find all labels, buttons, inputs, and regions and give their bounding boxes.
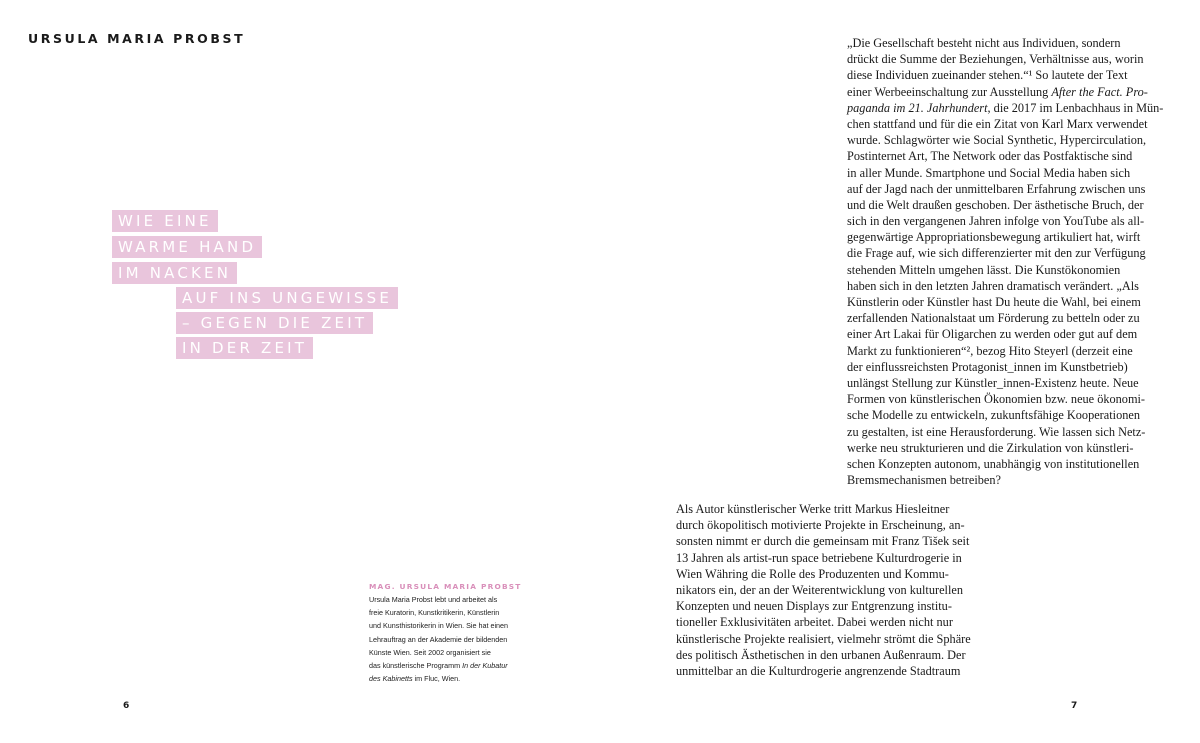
text-line: tioneller Exklusivitäten arbeitet. Dabei werden nicht nur bbox=[676, 615, 953, 630]
text-line: schen Konzepten autonom, unabhängig von institutionellen bbox=[847, 456, 1140, 471]
text-line: haben sich in den letzten Jahren dramatisch verändert. „Als bbox=[847, 278, 1139, 293]
text-line bbox=[847, 84, 1177, 100]
bio-program-title: des Kabinetts bbox=[369, 674, 413, 684]
bio-line: und Kunsthistorikerin in Wien. Sie hat einen bbox=[369, 621, 509, 631]
text-line: zu gestalten, ist eine Herausforderung. Wie lassen sich Netz- bbox=[847, 424, 1146, 439]
pull-quote-line: IM NACKEN bbox=[112, 262, 237, 284]
text-line: werke neu strukturieren und die Zirkulation von künstleri- bbox=[847, 440, 1134, 455]
text-line: unmittelbar an die Kulturdrogerie angrenzende Stadtraum bbox=[676, 663, 961, 678]
text-line: nikators ein, der an der Weiterentwicklung von kulturellen bbox=[676, 582, 963, 597]
text-line: diese Individuen zueinander stehen.“¹ So lautete der Text bbox=[847, 68, 1128, 83]
pull-quote-line: AUF INS UNGEWISSE bbox=[176, 287, 398, 309]
text-run: , die 2017 im Lenbachhaus in Mün- bbox=[987, 100, 1164, 115]
body-text-column-left bbox=[676, 501, 1006, 679]
bio-line: freie Kuratorin, Kunstkritikerin, Künstlerin bbox=[369, 608, 500, 618]
bio-title: MAG. URSULA MARIA PROBST bbox=[369, 582, 522, 591]
text-line: sche Modelle zu entwickeln, zukunftsfähige Kooperationen bbox=[847, 408, 1140, 423]
text-line: 13 Jahren als artist-run space betriebene Kulturdrogerie in bbox=[676, 550, 962, 565]
text-line: Wien Währing die Rolle des Produzenten und Kommu- bbox=[676, 566, 949, 581]
pull-quote-line: WARME HAND bbox=[112, 236, 262, 258]
text-line: chen stattfand und für die ein Zitat von Karl Marx verwendet bbox=[847, 116, 1148, 131]
text-run: einer Werbeeinschaltung zur Ausstellung bbox=[847, 84, 1052, 99]
text-line: Formen von künstlerischen Ökonomien bzw. neue ökonomi- bbox=[847, 392, 1146, 407]
text-line: sonsten nimmt er durch die gemeinsam mit Franz Tišek seit bbox=[676, 534, 970, 549]
text-line: „Die Gesellschaft besteht nicht aus Individuen, sondern bbox=[847, 36, 1121, 50]
bio-text: das künstlerische Programm bbox=[369, 660, 463, 670]
bio-line: Künste Wien. Seit 2002 organisiert sie bbox=[369, 647, 491, 657]
text-line: unlängst Stellung zur Künstler_innen-Existenz heute. Neue bbox=[847, 375, 1139, 390]
page-number-right: 7 bbox=[1071, 701, 1078, 711]
text-line: in aller Munde. Smartphone und Social Media haben sich bbox=[847, 165, 1131, 180]
bio-line bbox=[369, 659, 539, 672]
body-text-column-right bbox=[847, 35, 1177, 488]
text-line: stehenden Mitteln umgehen lässt. Die Kunstökonomien bbox=[847, 262, 1121, 277]
text-line: sich in den vergangenen Jahren infolge von YouTube als all- bbox=[847, 214, 1145, 229]
pull-quote-line: WIE EINE bbox=[112, 210, 218, 232]
bio-program-title: In der Kubatur bbox=[462, 660, 508, 670]
text-line: durch ökopolitisch motivierte Projekte in Erscheinung, an- bbox=[676, 518, 965, 533]
bio-line: Lehrauftrag an der Akademie der bildenden bbox=[369, 634, 508, 644]
text-line bbox=[847, 100, 1177, 116]
text-line: der einflussreichsten Protagonist_innen im Kunstbetrieb) bbox=[847, 359, 1128, 374]
text-line: Konzepten und neuen Displays zur Entgrenzung institu- bbox=[676, 599, 952, 614]
text-line: die Frage auf, wie sich differenzierter mit den zur Verfügung bbox=[847, 246, 1146, 261]
page-number-left: 6 bbox=[123, 701, 130, 711]
bio-text: im Fluc, Wien. bbox=[412, 674, 461, 684]
pull-quote-line: – GEGEN DIE ZEIT bbox=[176, 312, 373, 334]
text-line: gegenwärtige Appropriationsbewegung artikuliert hat, wirft bbox=[847, 230, 1141, 245]
pull-quote-line: IN DER ZEIT bbox=[176, 337, 313, 359]
text-line: wurde. Schlagwörter wie Social Synthetic, Hypercirculation, bbox=[847, 133, 1147, 148]
text-line: und die Welt draußen geschoben. Der ästhetische Bruch, der bbox=[847, 197, 1144, 212]
exhibition-title: paganda im 21. Jahrhundert bbox=[847, 100, 988, 115]
text-line: drückt die Summe der Beziehungen, Verhältnisse aus, worin bbox=[847, 52, 1144, 67]
text-line: Postinternet Art, The Network oder das Postfaktische sind bbox=[847, 149, 1133, 164]
text-line: Künstlerin oder Künstler hast Du heute die Wahl, bei einem bbox=[847, 295, 1141, 309]
text-line: Bremsmechanismen betreiben? bbox=[847, 473, 1001, 488]
exhibition-title: After the Fact. Pro- bbox=[1051, 84, 1148, 99]
bio-line: Ursula Maria Probst lebt und arbeitet als bbox=[369, 595, 498, 604]
text-line: Markt zu funktionieren“², bezog Hito Steyerl (derzeit eine bbox=[847, 343, 1133, 358]
text-line: Als Autor künstlerischer Werke tritt Markus Hiesleitner bbox=[676, 502, 950, 516]
author-bio bbox=[369, 580, 539, 685]
author-header: URSULA MARIA PROBST bbox=[28, 31, 246, 46]
text-line: zerfallenden Nationalstaat um Förderung zu betteln oder zu bbox=[847, 311, 1140, 326]
text-line: auf der Jagd nach der unmittelbaren Erfahrung zwischen uns bbox=[847, 181, 1146, 196]
text-line: künstlerische Projekte realisiert, vielmehr strömt die Sphäre bbox=[676, 631, 971, 646]
text-line: einer Art Lakai für Oligarchen zu werden oder gut auf dem bbox=[847, 327, 1138, 342]
text-line: des politisch Ästhetischen in den urbanen Außenraum. Der bbox=[676, 647, 966, 662]
bio-line bbox=[369, 672, 539, 685]
